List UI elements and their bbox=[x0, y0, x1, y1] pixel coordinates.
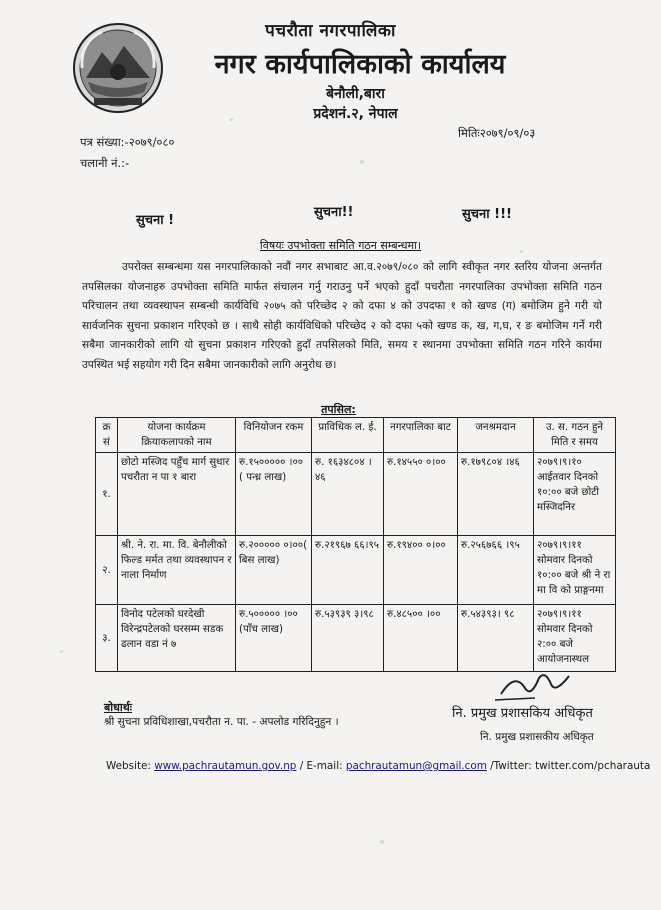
table-cell: रु.२५६७६६ ।९५ bbox=[458, 536, 534, 605]
table-cell: ३. bbox=[96, 605, 118, 672]
table-cell: रु.१९४०० ०।०० bbox=[384, 536, 458, 605]
notice-heading-1: सुचना ! bbox=[136, 213, 175, 228]
body-paragraph: उपरोक्त सम्बन्धमा यस नगरपालिकाको नवौं नगर सभाबाट आ.व.२०७९/०८० को लागि स्वीकृत नगर स्तरिय योजना अन्तर्गत तपसिलका योजनाहरु उपभोक्ता समिति मार्फत संचालन गर्नु गराउनु पर्ने भएको हुदाँ पचरौता नगरपालिका उपभोक्ता समिति गठन परिचालन तथा व्यवस्थापन सम्बन्धी कार्यविधि २०७५ को परिच्छेद २ को दफा ४ को उपदफा १ को खण्ड (ग) बमोजिम हुने गरी यो सार्वजनिक सुचना प्रकाशन गरिएको छ । साथै सोही कार्यविधिको परिच्छेद २ को दफा ५को खण्ड क, ख, ग,घ, र ङ बमोजिम गर्ने गरी सबैमा जानकारीको लागि यो सुचना प्रकाशन गरिएको हुदाँ तपसिलको मिति, समय र स्थानमा उपभोक्ता समिति गठन गरिने कार्यमा उपस्थित भई सहयोग गरी दिन सबैमा जानकारीको लागि अनुरोध छ। bbox=[82, 261, 602, 371]
table-cell: २०७९।९।१० आईतवार दिनको १०:०० बजे छोटी मस्जिदनिर bbox=[534, 453, 616, 536]
signatory-stamp: नि. प्रमुख प्रशासकीय अधिकृत bbox=[480, 731, 594, 743]
table-cell: रु.१४५५० ०।०० bbox=[384, 453, 458, 536]
table-row bbox=[96, 453, 616, 536]
header-plan-name: योजना कार्यक्रम क्रियाकलापको नाम bbox=[118, 418, 236, 453]
dispatch-number: चलानी नं.:- bbox=[80, 156, 130, 170]
cc-label: बोधार्थः bbox=[104, 701, 132, 714]
website-link[interactable]: www.pachrautamun.gov.np bbox=[154, 760, 297, 772]
scan-speck bbox=[380, 840, 384, 844]
header-formation-date: उ. स. गठन हुने मिति र समय bbox=[534, 418, 616, 453]
subject-line bbox=[0, 238, 661, 253]
header-serial: क्र सं bbox=[96, 418, 118, 453]
scan-speck bbox=[60, 650, 63, 653]
header-public-labor: जनश्रमदान bbox=[458, 418, 534, 453]
email-link[interactable]: pachrautamun@gmail.com bbox=[345, 760, 487, 772]
notice-heading-2: सुचना!! bbox=[314, 205, 354, 220]
twitter-text: /Twitter: twitter.com/pcharauta bbox=[486, 760, 651, 772]
table-cell: श्री. ने. रा. मा. वि. बेनौलीको फिल्ड मर्मत तथा व्यवस्थापन र नाला निर्माण bbox=[118, 536, 236, 605]
table-cell: रु.५००००० ।०० (पाँच लाख) bbox=[236, 605, 312, 672]
address-line-1: बेनौली,बारा bbox=[326, 86, 385, 102]
signature-icon bbox=[495, 668, 575, 704]
letter-date: मितिः२०७९/०९/०३ bbox=[458, 126, 536, 140]
reference-number: पत्र संख्या:-२०७९/०८० bbox=[80, 135, 175, 149]
table-cell: रु.२१९६७ ६६।९५ bbox=[312, 536, 384, 605]
table-cell: रु.५४३९३। ९८ bbox=[458, 605, 534, 672]
table-cell: रु.५३९३९ ३।९८ bbox=[312, 605, 384, 672]
header-municipality-share: नगरपालिका बाट bbox=[384, 418, 458, 453]
table-cell: रु.२००००० ०।००( बिस लाख) bbox=[236, 536, 312, 605]
schedule-title-text: तपसिल: bbox=[321, 403, 356, 416]
municipality-name: पचरौता नगरपालिका bbox=[265, 21, 396, 41]
notice-heading-3: सुचना !!! bbox=[462, 207, 512, 222]
address-line-2: प्रदेशनं.२, नेपाल bbox=[313, 106, 398, 122]
table-cell: रु.४८५०० ।०० bbox=[384, 605, 458, 672]
header-technical-estimate: प्राविधिक ल. ई. bbox=[312, 418, 384, 453]
schedule-title bbox=[0, 402, 661, 417]
email-label: / E-mail: bbox=[296, 760, 343, 772]
table-row bbox=[96, 605, 616, 672]
table-cell: २०७९।९।११ सोमवार दिनको १०:०० बजे श्री ने रा मा वि को प्राङ्गनमा bbox=[534, 536, 616, 605]
table-cell: रु.१५००००० ।०० ( पन्ध्र लाख) bbox=[236, 453, 312, 536]
header-allocated-amount: विनियोजन रकम bbox=[236, 418, 312, 453]
office-title: नगर कार्यपालिकाको कार्यालय bbox=[214, 49, 506, 80]
schedule-table bbox=[95, 417, 616, 672]
table-cell: रु. १६३४८०४ ।४६ bbox=[312, 453, 384, 536]
table-cell: २. bbox=[96, 536, 118, 605]
cc-line: श्री सुचना प्रविधिशाखा,पचरौता न. पा. - अपलोड गरिदिनुहुन । bbox=[104, 716, 339, 728]
signatory-title: नि. प्रमुख प्रशासकिय अधिकृत bbox=[452, 706, 593, 721]
table-cell: छोटो मस्जिद पहुँच मार्ग सुधार पचरौता न पा १ बारा bbox=[118, 453, 236, 536]
table-cell: १. bbox=[96, 453, 118, 536]
table-cell: रु.१७९८०४ ।४६ bbox=[458, 453, 534, 536]
table-cell: २०७९।९।११ सोमवार दिनको २:०० बजे आयोजनास्थल bbox=[534, 605, 616, 672]
website-label: Website: bbox=[106, 760, 151, 772]
table-header-row bbox=[96, 418, 616, 453]
table-cell: विनोद पटेलको घरदेखी विरेन्द्रपटेलको घरसम्म सडक ढलान वडा नं ७ bbox=[118, 605, 236, 672]
footer-contact bbox=[106, 760, 650, 772]
scan-speck bbox=[360, 160, 364, 164]
subject-text: विषयः उपभोक्ता समिति गठन सम्बन्धमा। bbox=[259, 239, 422, 252]
table-row bbox=[96, 536, 616, 605]
